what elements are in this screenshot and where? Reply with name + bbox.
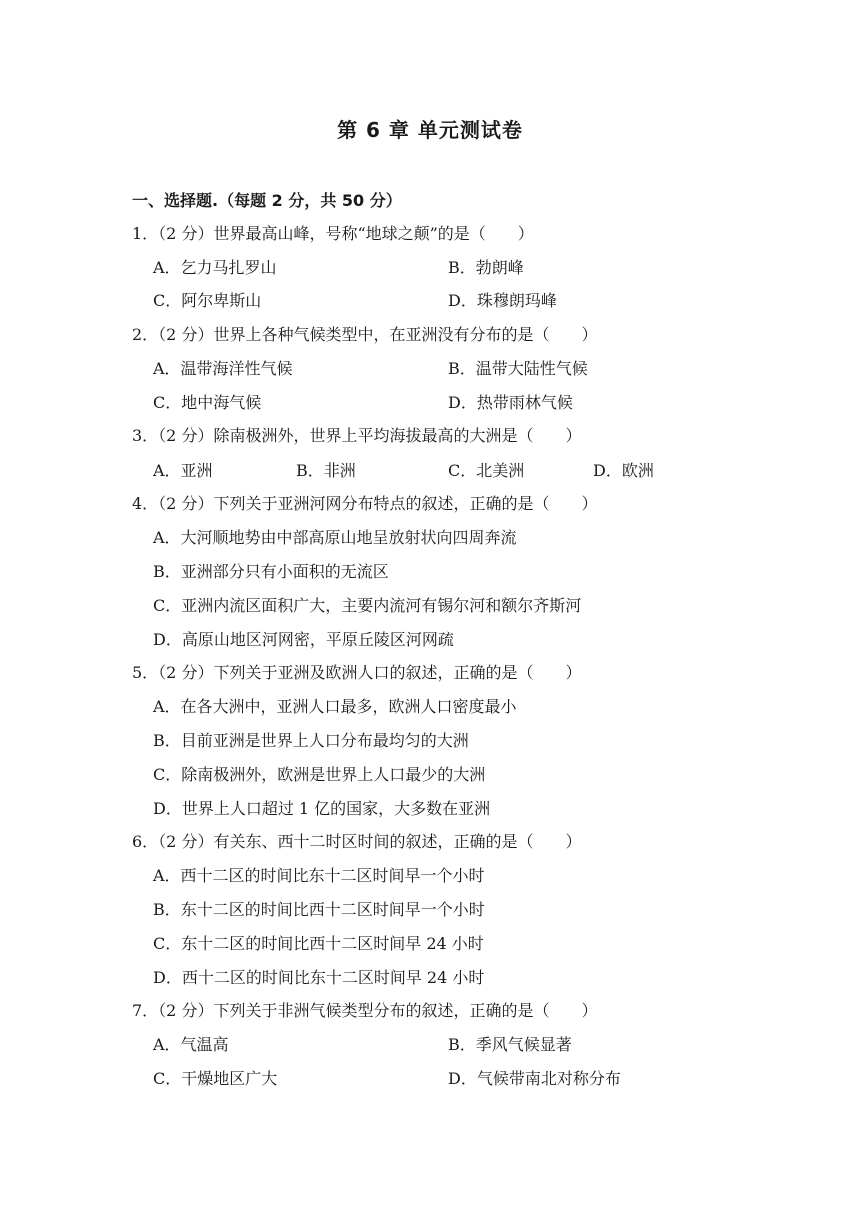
question-1-option-d: D．珠穆朗玛峰	[448, 291, 557, 310]
question-7-option-a: A．气温高	[153, 1035, 229, 1054]
question-2-option-b: B．温带大陆性气候	[448, 359, 588, 378]
question-6-option-c: C．东十二区的时间比西十二区时间早 24 小时	[153, 934, 484, 953]
question-7-option-c: C．干燥地区广大	[153, 1069, 278, 1088]
question-3-option-d: D．欧洲	[593, 461, 654, 480]
question-7-stem: 7．（2 分）下列关于非洲气候类型分布的叙述，正确的是（ ）	[132, 1001, 598, 1020]
question-6-option-a: A．西十二区的时间比东十二区时间早一个小时	[153, 866, 485, 885]
question-7-option-b: B．季风气候显著	[448, 1035, 572, 1054]
question-4-option-c: C．亚洲内流区面积广大，主要内流河有锡尔河和额尔齐斯河	[153, 596, 582, 615]
section-heading: 一、选择题.（每题 2 分，共 50 分）	[132, 191, 402, 210]
question-1-option-b: B．勃朗峰	[448, 258, 524, 277]
question-1-option-a: A．乞力马扎罗山	[153, 258, 277, 277]
question-3-option-c: C．北美洲	[448, 461, 525, 480]
question-7-option-d: D．气候带南北对称分布	[448, 1069, 621, 1088]
question-5-option-c: C．除南极洲外，欧洲是世界上人口最少的大洲	[153, 765, 486, 784]
question-5-option-d: D．世界上人口超过 1 亿的国家，大多数在亚洲	[153, 799, 491, 818]
question-3-stem: 3．（2 分）除南极洲外，世界上平均海拔最高的大洲是（ ）	[132, 426, 582, 445]
page-title: 第 6 章 单元测试卷	[337, 118, 523, 142]
question-6-option-d: D．西十二区的时间比东十二区时间早 24 小时	[153, 968, 485, 987]
question-5-stem: 5．（2 分）下列关于亚洲及欧洲人口的叙述，正确的是（ ）	[132, 663, 582, 682]
question-3-option-a: A．亚洲	[153, 461, 213, 480]
question-5-option-a: A．在各大洲中，亚洲人口最多，欧洲人口密度最小	[153, 697, 517, 716]
question-6-stem: 6．（2 分）有关东、西十二时区时间的叙述，正确的是（ ）	[132, 832, 582, 851]
question-1-stem: 1．（2 分）世界最高山峰，号称“地球之颠”的是（ ）	[132, 224, 534, 243]
question-4-option-d: D．高原山地区河网密，平原丘陵区河网疏	[153, 630, 454, 649]
question-2-option-a: A．温带海洋性气候	[153, 359, 293, 378]
question-3-option-b: B．非洲	[296, 461, 356, 480]
question-5-option-b: B．目前亚洲是世界上人口分布最均匀的大洲	[153, 731, 469, 750]
question-4-stem: 4．（2 分）下列关于亚洲河网分布特点的叙述，正确的是（ ）	[132, 494, 598, 513]
question-2-option-d: D．热带雨林气候	[448, 393, 573, 412]
question-1-option-c: C．阿尔卑斯山	[153, 291, 262, 310]
question-2-stem: 2．（2 分）世界上各种气候类型中，在亚洲没有分布的是（ ）	[132, 325, 598, 344]
question-2-option-c: C．地中海气候	[153, 393, 262, 412]
question-4-option-b: B．亚洲部分只有小面积的无流区	[153, 562, 389, 581]
question-6-option-b: B．东十二区的时间比西十二区时间早一个小时	[153, 900, 485, 919]
question-4-option-a: A．大河顺地势由中部高原山地呈放射状向四周奔流	[153, 528, 517, 547]
